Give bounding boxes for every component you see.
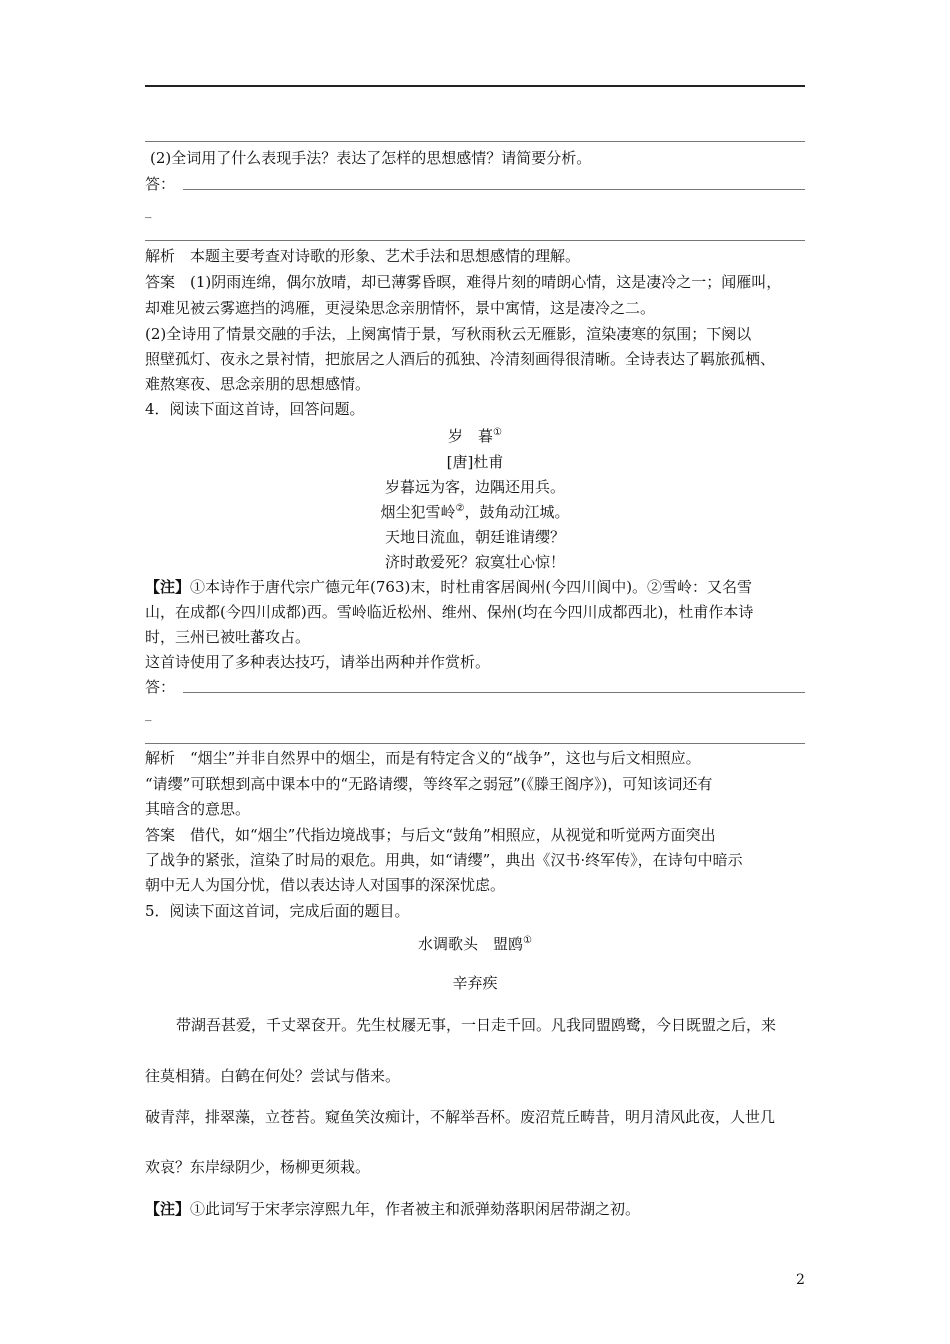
page-number: 2 — [796, 1272, 805, 1288]
answer-dash: _ — [145, 204, 152, 219]
answer-blank-line — [145, 240, 805, 241]
q4-question: 这首诗使用了多种表达技巧，请举出两种并作赏析。 — [145, 653, 491, 671]
header-rule — [145, 85, 805, 87]
q3-answer-line: 难熬寒夜、思念亲朋的思想感情。 — [145, 375, 371, 393]
answer-label: 答： — [145, 175, 176, 193]
question-4-title: 4．阅读下面这首诗，回答问题。 — [145, 400, 365, 418]
q4-answer-line: 朝中无人为国分忧，借以表达诗人对国事的深深忧虑。 — [145, 876, 506, 894]
answer-blank-line — [145, 743, 805, 744]
answer-blank-line — [183, 189, 805, 190]
poem-line: 欢哀？东岸绿阴少，杨柳更须栽。 — [145, 1158, 371, 1176]
footnote-mark: ② — [455, 503, 465, 514]
answer-blank-line — [183, 692, 805, 693]
q3-analysis: 解析 本题主要考查对诗歌的形象、艺术手法和思想感情的理解。 — [145, 247, 581, 265]
poem-line: 带湖吾甚爱，千丈翠奁开。先生杖屦无事，一日走千回。凡我同盟鸥鹭，今日既盟之后，来 — [176, 1016, 777, 1034]
answer-row[interactable] — [145, 675, 805, 699]
note-text: ①此词写于宋孝宗淳熙九年，作者被主和派弹劾落职闲居带湖之初。 — [190, 1200, 641, 1218]
answer-blank-line — [145, 141, 805, 142]
note-label: 【注】 — [145, 578, 191, 596]
poem-title-text: 岁 暮 — [448, 427, 494, 445]
q4-analysis-line: “请缨”可联想到高中课本中的“无路请缨，等终军之弱冠”(《滕王阁序》)，可知该词还有 — [145, 775, 713, 793]
answer-label: 答： — [145, 678, 176, 696]
q4-answer-line: 答案 借代，如“烟尘”代指边境战事；与后文“鼓角”相照应，从视觉和听觉两方面突出 — [145, 826, 716, 844]
q4-analysis-line: 解析 “烟尘”并非自然界中的烟尘，而是有特定含义的“战争”，这也与后文相照应。 — [145, 749, 701, 767]
q4-analysis-line: 其暗含的意思。 — [145, 800, 251, 818]
poem-line-part: 烟尘犯雪岭 — [380, 503, 456, 521]
note-text: ①本诗作于唐代宗广德元年(763)末，时杜甫客居阆州(今四川阆中)。②雪岭：又名雪 — [190, 578, 753, 596]
q3-answer-line: 答案 (1)阴雨连绵，偶尔放晴，却已薄雾昏暝，难得片刻的晴朗心情，这是凄冷之一；闻雁叫， — [145, 273, 782, 291]
q3-answer-line: 照壁孤灯、夜永之景衬情，把旅居之人酒后的孤独、冷清刻画得很清晰。全诗表达了羁旅孤栖、 — [145, 350, 776, 368]
poem-line: 岁暮远为客，边隅还用兵。 — [384, 478, 565, 496]
q3-answer-line: 却难见被云雾遮挡的鸿雁，更浸染思念亲朋情怀，景中寓情，这是凄冷之二。 — [145, 299, 656, 317]
poem-line: 往莫相猜。白鹤在何处？尝试与偕来。 — [145, 1067, 401, 1085]
footnote-mark: ① — [523, 935, 532, 946]
answer-row[interactable] — [145, 172, 805, 196]
q4-answer-line: 了战争的紧张，渲染了时局的艰危。用典，如“请缨”，典出《汉书·终军传》，在诗句中暗示 — [145, 851, 743, 869]
question-2-prompt: (2)全词用了什么表现手法？表达了怎样的思想感情？请简要分析。 — [150, 149, 592, 167]
q4-note-line: 山，在成都(今四川成都)西。雪岭临近松州、维州、保州(均在今四川成都西北)，杜甫作本诗 — [145, 603, 754, 621]
poem-title — [145, 424, 805, 448]
question-5-title: 5．阅读下面这首词，完成后面的题目。 — [145, 902, 410, 920]
q5-note — [145, 1197, 805, 1221]
poem-line-part: ，鼓角动江城。 — [464, 503, 570, 521]
q4-note — [145, 575, 805, 599]
poem-author: [唐]杜甫 — [446, 453, 504, 471]
q4-note-line: 时，三州已被吐蕃攻占。 — [145, 628, 311, 646]
answer-dash: _ — [145, 707, 152, 722]
poem-line: 天地日流血，朝廷谁请缨？ — [384, 528, 565, 546]
poem-line: 破青萍，排翠藻，立苍苔。窥鱼笑汝痴计，不解举吾杯。废沼荒丘畴昔，明月清风此夜，人世几 — [145, 1108, 776, 1126]
note-label: 【注】 — [145, 1200, 191, 1218]
poem-title — [145, 932, 805, 956]
footnote-mark: ① — [493, 427, 502, 438]
poem-title-text: 水调歌头 盟鸥 — [418, 935, 524, 953]
q3-answer-line: (2)全诗用了情景交融的手法，上阕寓情于景，写秋雨秋云无雁影，渲染凄寒的氛围；下阕以 — [145, 325, 752, 343]
poem-line: 济时敢爱死？寂寞壮心惊！ — [384, 553, 565, 571]
poem-line — [145, 500, 805, 524]
poem-author: 辛弃疾 — [452, 974, 498, 992]
